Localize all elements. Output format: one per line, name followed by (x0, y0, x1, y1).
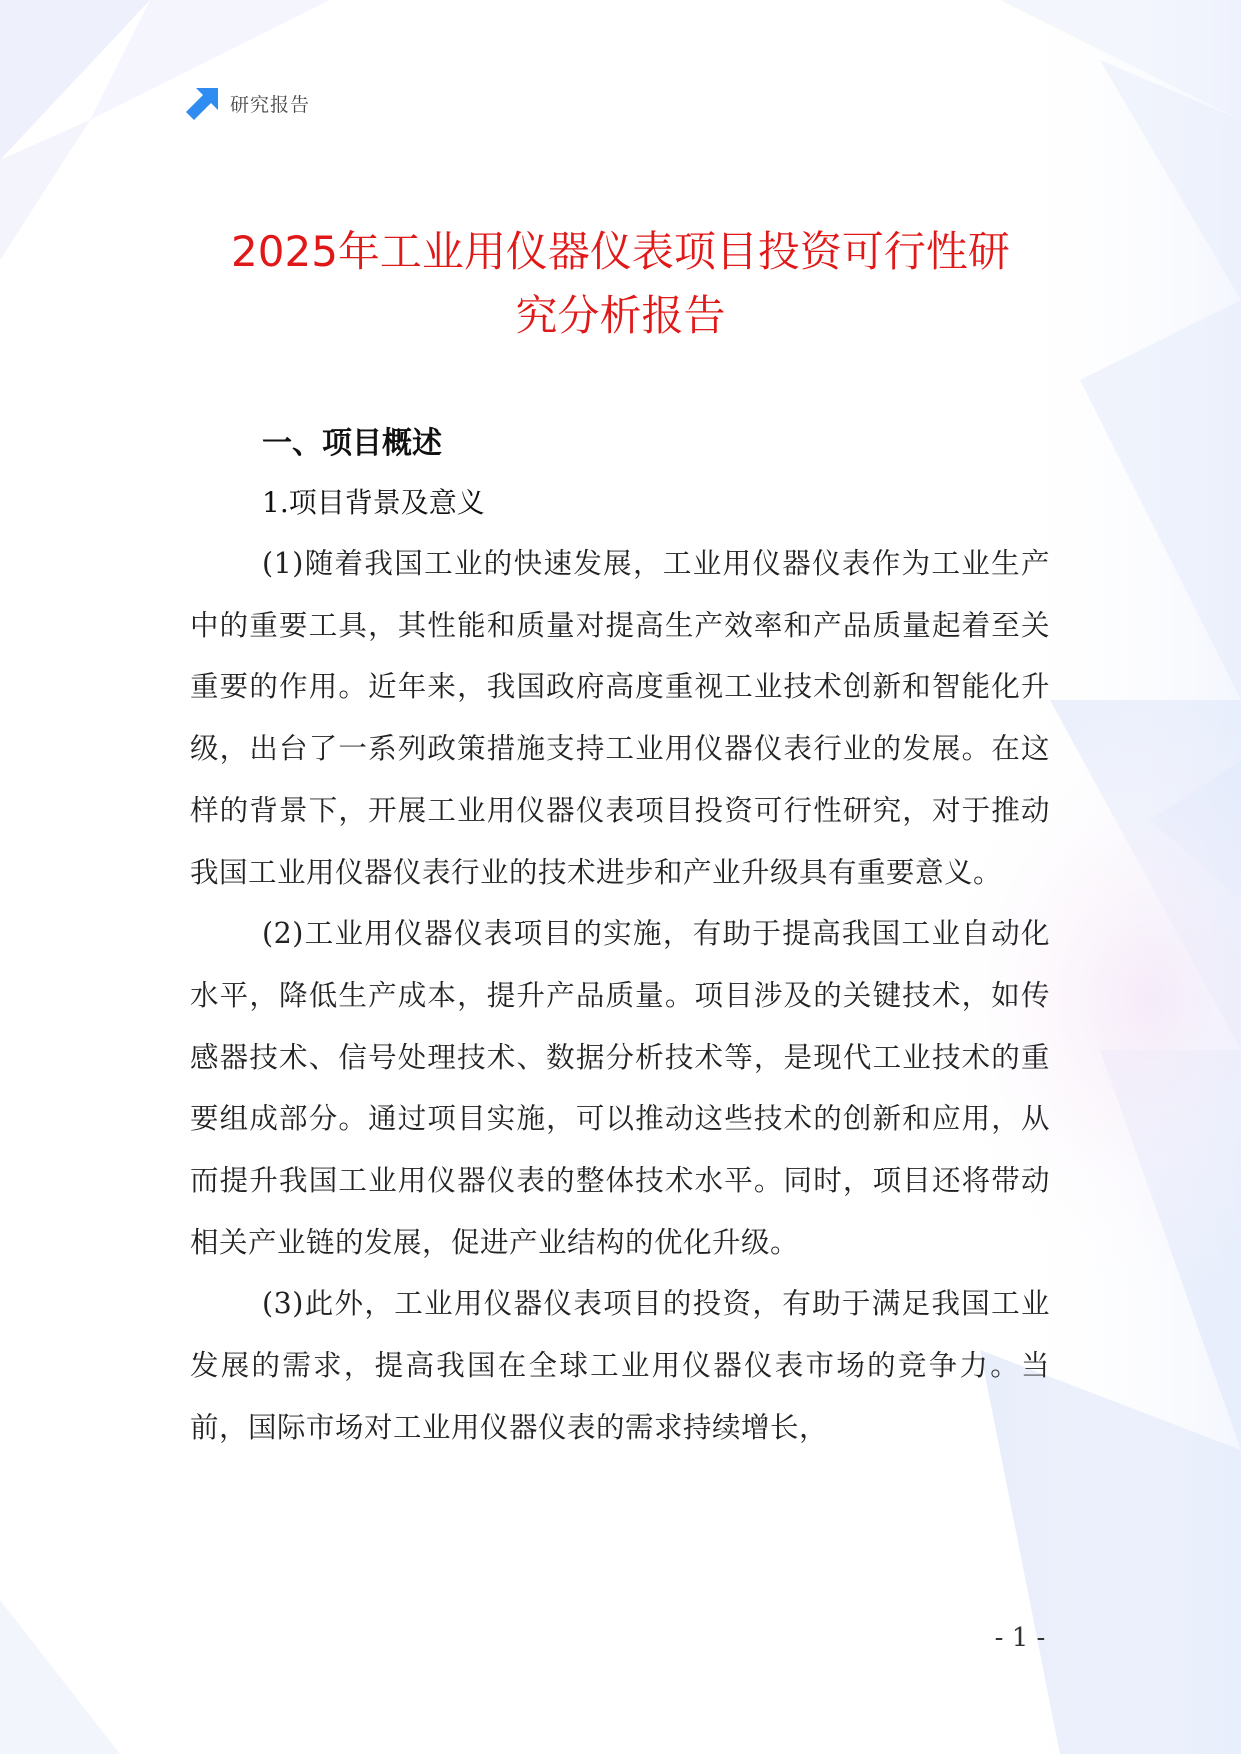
title-line-1: 2025年工业用仪器仪表项目投资可行性研 (231, 227, 1010, 276)
paragraph-2: (2)工业用仪器仪表项目的实施，有助于提高我国工业自动化水平，降低生产成本，提升产品质量。项目涉及的关键技术，如传感器技术、信号处理技术、数据分析技术等，是现代工业技术的重要组成部分。通过项目实施，可以推动这些技术的创新和应用，从而提升我国工业用仪器仪表的整体技术水平。同时，项目还将带动相关产业链的发展，促进产业结构的优化升级。 (190, 917, 1050, 1259)
title-line-2: 究分析报告 (515, 291, 726, 340)
section-subheading: 1.项目背景及意义 (262, 486, 485, 519)
paragraph-1: (1)随着我国工业的快速发展，工业用仪器仪表作为工业生产中的重要工具，其性能和质量对提高生产效率和产品质量起着至关重要的作用。近年来，我国政府高度重视工业技术创新和智能化升级，出台了一系列政策措施支持工业用仪器仪表行业的发展。在这样的背景下，开展工业用仪器仪表项目投资可行性研究，对于推动我国工业用仪器仪表行业的技术进步和产业升级具有重要意义。 (190, 547, 1050, 889)
document-body (190, 415, 1050, 1459)
header-label: 研究报告 (230, 93, 311, 116)
section-heading: 一、项目概述 (262, 426, 442, 461)
page-number: - 1 - (994, 1623, 1046, 1653)
paragraph-3: (3)此外，工业用仪器仪表项目的投资，有助于满足我国工业发展的需求，提高我国在全球工业用仪器仪表市场的竞争力。当前，国际市场对工业用仪器仪表的需求持续增长， (190, 1287, 1050, 1444)
arrow-up-right-icon (186, 86, 220, 120)
report-header (186, 86, 310, 120)
document-title (150, 220, 1091, 348)
